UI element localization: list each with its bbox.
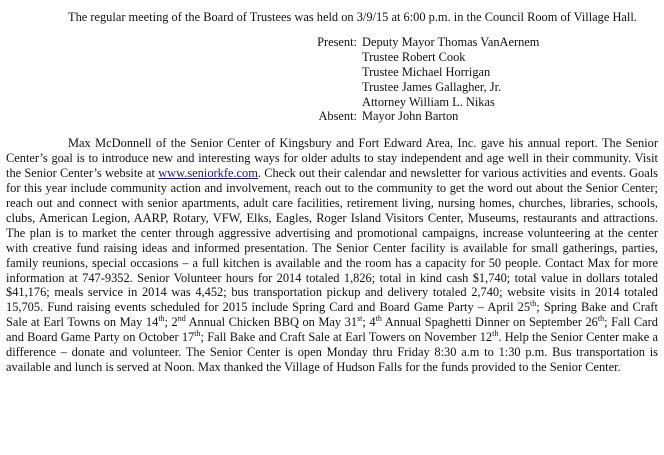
senior-center-report (6, 136, 658, 375)
report-text: ; Spring Bake and Craft Sale at Earl Towns on May 14 (6, 300, 658, 330)
report-text: ; 2 (164, 315, 178, 330)
report-text: . Check out their calendar and newsletter for various activities and events. Goals for this year include community action and involvement, reach out to the community to get the word out about the Senior Center; reach out and connect with senior apartments, adult care facilities, retirement living, nursing homes, churches, libraries, schools, clubs, American Legion, AARP, Rotary, VFW, Elks, Eagles, Roger Island Visitors Center, Museums, restaurants and attractions. The plan is to market the center through aggressive advertising and promotional campaigns, increase volunteering at the center with creative fund raising ideas and informed presentation. The Senior Center facility is available for small gatherings, parties, family reunions, special occasions – a full kitchen is available and the room has a capacity for 50 people. Contact Max for more information at 747-9352. Senior Volunteer hours for 2014 totaled 1,826; total in kind cash $1,740; total value in dollars totaled $41,176; meals service in 2014 was 4,452; bus transportation pickup and delivery totaled 2,740; website visits in 2014 totaled 15,705. Fund raising events scheduled for 2015 include Spring Card and Board Game Party – April 25 (6, 166, 658, 315)
attendance-list (6, 35, 658, 124)
report-text: Annual Chicken BBQ on May 31 (185, 315, 358, 330)
ordinal-suffix: nd (177, 314, 186, 324)
present-name: Deputy Mayor Thomas VanAernem (362, 34, 540, 49)
senior-center-website-link[interactable]: www.seniorkfe.com (158, 166, 258, 181)
ordinal-suffix: th (375, 314, 382, 324)
report-text: Annual Spaghetti Dinner on September 26 (381, 315, 598, 330)
report-text: ; Fall Card and Board Game Party on October 17 (6, 315, 659, 345)
present-name: Attorney William L. Nikas (362, 94, 495, 109)
present-row-4 (6, 80, 658, 95)
ordinal-suffix: th (492, 329, 499, 338)
report-text: Max McDonnell of the Senior Center of Kingsbury and Fort Edward Area, Inc. gave his annual report. The Senior Center’s goal is to introduce new and interesting ways for older adults to stay independent and age well in their community. Visit the Senior Center’s website at (6, 136, 658, 181)
present-row-3 (6, 65, 658, 80)
ordinal-suffix: th (194, 329, 201, 338)
ordinal-suffix: th (158, 314, 165, 324)
present-row-5 (6, 95, 658, 110)
absent-label: Absent: (318, 109, 357, 124)
ordinal-suffix: th (530, 299, 537, 309)
absent-name: Mayor John Barton (362, 109, 459, 124)
present-row-1 (6, 35, 658, 50)
report-text: ; Fall Bake and Craft Sale at Earl Towers on November 12 (200, 330, 493, 345)
present-label: Present: (317, 34, 357, 49)
present-name: Trustee Robert Cook (362, 49, 466, 64)
meeting-intro: The regular meeting of the Board of Trustees was held on 3/9/15 at 6:00 p.m. in the Council Room of Village Hall. (68, 10, 637, 24)
absent-row (6, 109, 658, 124)
present-row-2 (6, 50, 658, 65)
ordinal-suffix: th (597, 314, 605, 324)
report-text: ; 4 (362, 315, 376, 330)
ordinal-suffix: st (357, 314, 363, 324)
present-name: Trustee Michael Horrigan (362, 64, 491, 79)
present-name: Trustee James Gallagher, Jr. (362, 79, 502, 94)
report-text: . Help the Senior Center make a difference – donate and volunteer. The Senior Center is open Monday thru Friday 8:30 a.m to 1:30 p.m. Bus transportation is available and lunch is served at Noon. Max thanked the Village of Hudson Falls for the funds provided to the Senior Center. (6, 330, 658, 374)
